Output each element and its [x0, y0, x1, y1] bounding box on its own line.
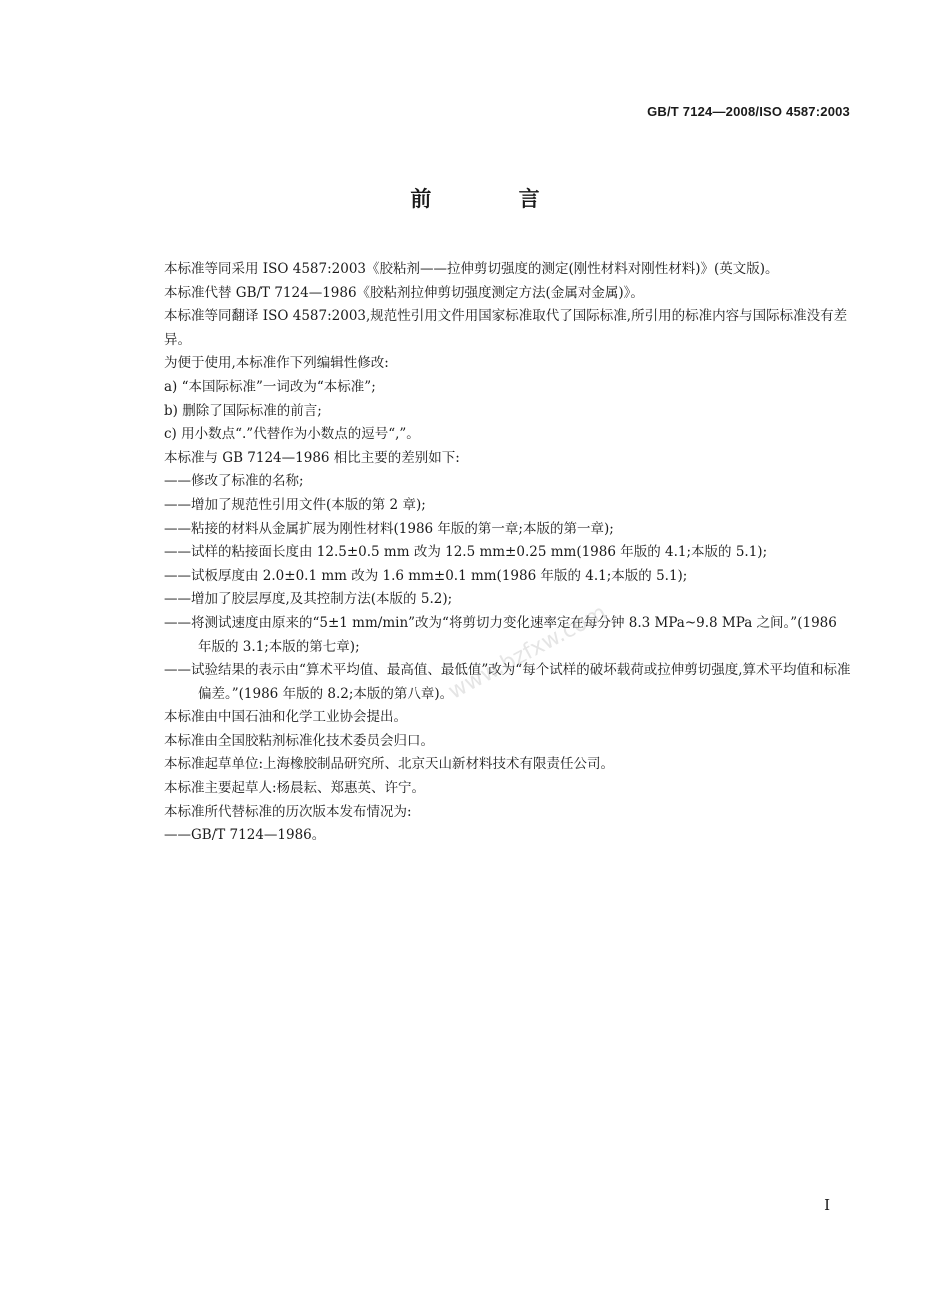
list-item: b) 删除了国际标准的前言; [164, 402, 322, 419]
list-item: a) “本国际标准”一词改为“本标准”; [164, 378, 376, 395]
list-item: ——GB/T 7124—1986。 [164, 827, 326, 844]
list-item: ——试样的粘接面长度由 12.5±0.5 mm 改为 12.5 mm±0.25 mm(1986 年版的 4.1;本版的 5.1); [164, 544, 768, 561]
paragraph: 本标准起草单位:上海橡胶制品研究所、北京天山新材料技术有限责任公司。 [164, 756, 615, 773]
paragraph: 本标准等同翻译 ISO 4587:2003,规范性引用文件用国家标准取代了国际标准,所引用的标准内容与国际标准没有差异。 [164, 308, 848, 348]
list-item: ——修改了标准的名称; [164, 473, 304, 490]
page-number: I [824, 1196, 830, 1214]
list-item: c) 用小数点“.”代替作为小数点的逗号“,”。 [164, 426, 420, 443]
watermark: www.bzfxw.com [444, 600, 611, 705]
document-body [164, 258, 854, 848]
page-title: 前 言 [410, 187, 580, 211]
paragraph: 本标准与 GB 7124—1986 相比主要的差别如下: [164, 449, 460, 466]
standard-code: GB/T 7124—2008/ISO 4587:2003 [647, 104, 850, 119]
list-item: ——粘接的材料从金属扩展为刚性材料(1986 年版的第一章;本版的第一章); [164, 520, 614, 537]
paragraph: 本标准代替 GB/T 7124—1986《胶粘剂拉伸剪切强度测定方法(金属对金属)》。 [164, 284, 644, 301]
paragraph: 本标准等同采用 ISO 4587:2003《胶粘剂——拉伸剪切强度的测定(刚性材料对刚性材料)》(英文版)。 [164, 261, 779, 277]
paragraph: 本标准主要起草人:杨晨耘、郑惠英、许宁。 [164, 780, 426, 797]
paragraph: 本标准由全国胶粘剂标准化技术委员会归口。 [164, 732, 434, 749]
paragraph: 本标准由中国石油和化学工业协会提出。 [164, 709, 407, 726]
list-item: ——试板厚度由 2.0±0.1 mm 改为 1.6 mm±0.1 mm(1986 年版的 4.1;本版的 5.1); [164, 567, 688, 584]
list-item: ——试验结果的表示由“算术平均值、最高值、最低值”改为“每个试样的破坏载荷或拉伸剪切强度,算术平均值和标准偏差。”(1986 年版的 8.2;本版的第八章)。 [164, 662, 851, 702]
paragraph: 本标准所代替标准的历次版本发布情况为: [164, 803, 412, 820]
list-item: ——将测试速度由原来的“5±1 mm/min”改为“将剪切力变化速率定在每分钟 8.3 MPa~9.8 MPa 之间。”(1986 年版的 3.1;本版的第七章); [164, 614, 837, 655]
list-item: ——增加了胶层厚度,及其控制方法(本版的 5.2); [164, 591, 453, 608]
list-item: ——增加了规范性引用文件(本版的第 2 章); [164, 496, 426, 513]
paragraph: 为便于使用,本标准作下列编辑性修改: [164, 355, 389, 372]
